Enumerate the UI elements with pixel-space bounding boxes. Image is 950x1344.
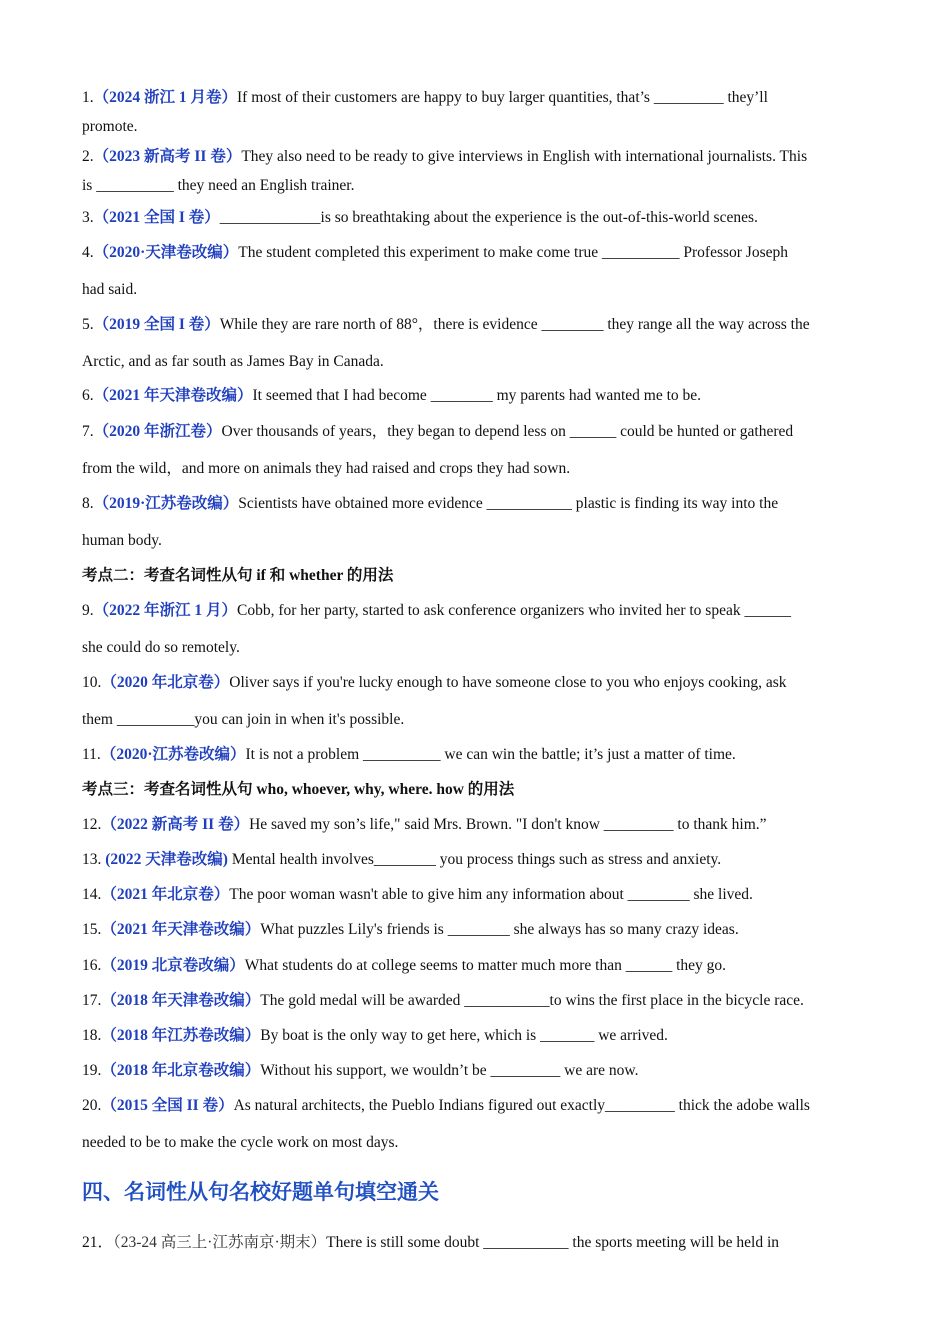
- question-text: By boat is the only way to get here, which is _______ we arrived.: [260, 1027, 668, 1044]
- question-source: （2018 年江苏卷改编）: [101, 1027, 261, 1044]
- question-text: Scientists have obtained more evidence ___________ plastic is finding its way into the: [238, 495, 779, 512]
- question-8-continuation: human body.: [82, 532, 162, 549]
- question-13: 13. (2022 天津卷改编) Mental health involves________ you process things such as stress and anxiety.: [82, 851, 722, 868]
- question-source: （2019 北京卷改编）: [101, 957, 245, 974]
- question-source: （2021 年北京卷）: [101, 886, 230, 903]
- question-text: Over thousands of years，they began to depend less on ______ could be hunted or gathered: [221, 423, 794, 440]
- question-16: 16.（2019 北京卷改编）What students do at college seems to matter much more than ______ they go.: [82, 957, 727, 974]
- question-text: While they are rare north of 88°，there is evidence ________ they range all the way across the: [219, 316, 810, 333]
- question-source: （2022 年浙江 1 月）: [93, 602, 238, 619]
- question-text: Mental health involves________ you process things such as stress and anxiety.: [231, 851, 722, 868]
- question-text: It is not a problem __________ we can win the battle; it’s just a matter of time.: [245, 746, 736, 763]
- question-source: （2021 年天津卷改编）: [101, 921, 261, 938]
- question-20: 20.（2015 全国 II 卷）As natural architects, the Pueblo Indians figured out exactly_________ thick the adobe walls: [82, 1097, 810, 1114]
- question-1-continuation: promote.: [82, 118, 138, 135]
- question-text: What students do at college seems to matter much more than ______ they go.: [244, 957, 727, 974]
- question-source: （2020 年浙江卷）: [93, 423, 222, 440]
- question-text: The poor woman wasn't able to give him any information about ________ she lived.: [229, 886, 753, 903]
- question-source: (2022 天津卷改编): [105, 851, 228, 868]
- question-source: （2015 全国 II 卷）: [101, 1097, 234, 1114]
- question-text: The student completed this experiment to make come true __________ Professor Joseph: [238, 244, 788, 261]
- question-text: As natural architects, the Pueblo Indians figured out exactly_________ thick the adobe walls: [233, 1097, 810, 1114]
- question-3: 3.（2021 全国 I 卷）_____________is so breathtaking about the experience is the out-of-this-world scenes.: [82, 209, 758, 226]
- question-text: What puzzles Lily's friends is ________ she always has so many crazy ideas.: [260, 921, 739, 938]
- question-5: 5.（2019 全国 I 卷）While they are rare north of 88°，there is evidence ________ they range all the way across the: [82, 316, 810, 333]
- question-21: 21．（23-24 高三上·江苏南京·期末）There is still some doubt ___________ the sports meeting will be held in: [82, 1234, 780, 1251]
- question-7-continuation: from the wild，and more on animals they had raised and crops they had sown.: [82, 460, 571, 477]
- question-source: （2019 全国 I 卷）: [93, 316, 220, 333]
- question-text: He saved my son’s life," said Mrs. Brown. "I don't know _________ to thank him.”: [249, 816, 767, 833]
- question-2-continuation: is __________ they need an English trainer.: [82, 177, 355, 194]
- question-text: If most of their customers are happy to buy larger quantities, that’s _________ they’ll: [237, 89, 768, 106]
- question-text: Cobb, for her party, started to ask conference organizers who invited her to speak ______: [237, 602, 791, 619]
- question-15: 15.（2021 年天津卷改编）What puzzles Lily's friends is ________ she always has so many crazy ideas.: [82, 921, 739, 938]
- question-text: There is still some doubt ___________ the sports meeting will be held in: [326, 1234, 780, 1251]
- question-source: （2019·江苏卷改编）: [93, 495, 239, 512]
- question-source: （2024 浙江 1 月卷）: [93, 89, 238, 106]
- question-4-continuation: had said.: [82, 281, 138, 298]
- question-14: 14.（2021 年北京卷）The poor woman wasn't able to give him any information about ________ she lived.: [82, 886, 753, 903]
- question-19: 19.（2018 年北京卷改编）Without his support, we wouldn’t be _________ we are now.: [82, 1062, 639, 1079]
- question-10: 10.（2020 年北京卷）Oliver says if you're lucky enough to have someone close to you who enjoys cooking, ask: [82, 674, 787, 691]
- question-2: 2.（2023 新高考 II 卷）They also need to be ready to give interviews in English with international journalists. This: [82, 148, 808, 165]
- question-20-continuation: needed to be to make the cycle work on most days.: [82, 1134, 399, 1151]
- question-source: （2021 全国 I 卷）: [93, 209, 220, 226]
- question-source: （2023 新高考 II 卷）: [93, 148, 242, 165]
- question-source: （2021 年天津卷改编）: [93, 387, 253, 404]
- question-text: They also need to be ready to give interviews in English with international journalists. This: [241, 148, 808, 165]
- question-source: （2020·江苏卷改编）: [100, 746, 246, 763]
- question-9-continuation: she could do so remotely.: [82, 639, 240, 656]
- question-17: 17.（2018 年天津卷改编）The gold medal will be awarded ___________to wins the first place in the bicycle race.: [82, 992, 804, 1009]
- question-11: 11.（2020·江苏卷改编）It is not a problem __________ we can win the battle; it’s just a matter of time.: [82, 746, 736, 763]
- question-1: 1.（2024 浙江 1 月卷）If most of their customers are happy to buy larger quantities, that’s _________ they’ll: [82, 89, 768, 106]
- question-source: （2018 年天津卷改编）: [101, 992, 261, 1009]
- question-text: The gold medal will be awarded ___________to wins the first place in the bicycle race.: [260, 992, 804, 1009]
- question-8: 8.（2019·江苏卷改编）Scientists have obtained more evidence ___________ plastic is finding its way into the: [82, 495, 779, 512]
- section-4-title: 四、名词性从句名校好题单句填空通关: [82, 1180, 439, 1204]
- question-source: （2022 新高考 II 卷）: [101, 816, 250, 833]
- section-heading-2: 考点二：考查名词性从句 if 和 whether 的用法: [82, 567, 394, 584]
- section-heading-3: 考点三：考查名词性从句 who, whoever, why, where. how 的用法: [82, 781, 515, 798]
- question-18: 18.（2018 年江苏卷改编）By boat is the only way to get here, which is _______ we arrived.: [82, 1027, 668, 1044]
- question-4: 4.（2020·天津卷改编）The student completed this experiment to make come true __________ Professor Joseph: [82, 244, 788, 261]
- question-text: Oliver says if you're lucky enough to have someone close to you who enjoys cooking, ask: [229, 674, 787, 691]
- question-10-continuation: them __________you can join in when it's possible.: [82, 711, 405, 728]
- question-5-continuation: Arctic, and as far south as James Bay in Canada.: [82, 353, 384, 370]
- question-source: （2018 年北京卷改编）: [101, 1062, 261, 1079]
- question-12: 12.（2022 新高考 II 卷）He saved my son’s life," said Mrs. Brown. "I don't know _________ to thank him.”: [82, 816, 767, 833]
- question-text: It seemed that I had become ________ my parents had wanted me to be.: [252, 387, 702, 404]
- question-source: （23-24 高三上·江苏南京·期末）: [113, 1234, 327, 1251]
- question-source: （2020·天津卷改编）: [93, 244, 239, 261]
- question-text: _____________is so breathtaking about the experience is the out-of-this-world scenes.: [219, 209, 758, 226]
- question-source: （2020 年北京卷）: [101, 674, 230, 691]
- question-6: 6.（2021 年天津卷改编）It seemed that I had become ________ my parents had wanted me to be.: [82, 387, 702, 404]
- question-text: Without his support, we wouldn’t be _________ we are now.: [260, 1062, 639, 1079]
- question-7: 7.（2020 年浙江卷）Over thousands of years，they began to depend less on ______ could be hunted or gathered: [82, 423, 794, 440]
- question-9: 9.（2022 年浙江 1 月）Cobb, for her party, started to ask conference organizers who invited her to speak ______: [82, 602, 791, 619]
